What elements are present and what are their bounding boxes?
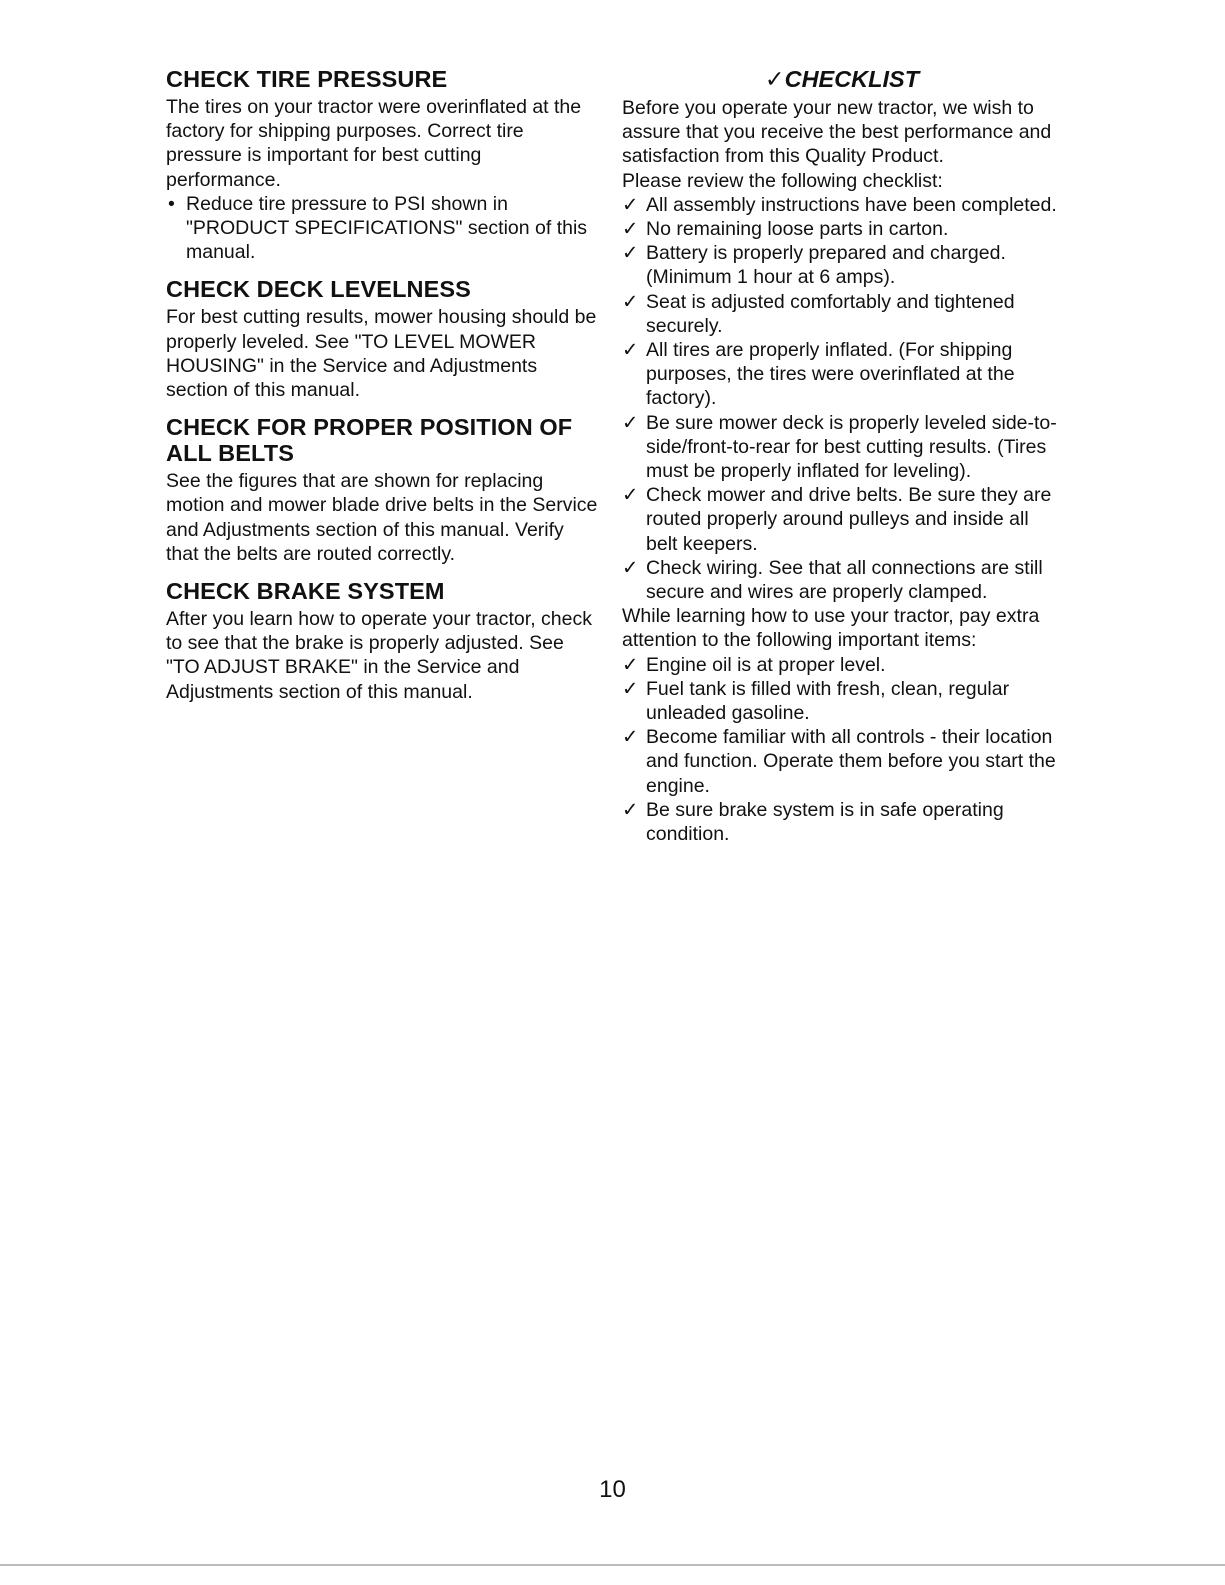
learning-item: ✓ Become familiar with all controls - their location and function. Operate them before you start the engine. <box>622 726 1056 797</box>
section-belts <box>166 414 598 566</box>
learning-item: ✓ Be sure brake system is in safe operating condition. <box>622 798 1004 846</box>
learning-intro: While learning how to use your tractor, pay extra attention to the following important items: <box>622 605 1040 652</box>
heading-brake-system: CHECK BRAKE SYSTEM <box>166 578 445 605</box>
checklist-review-line: Please review the following checklist: <box>622 169 943 192</box>
bottom-rule <box>0 1564 1225 1566</box>
checklist-items <box>622 193 1062 604</box>
checklist-item: ✓ Battery is properly prepared and charged. (Minimum 1 hour at 6 amps). <box>622 242 1006 289</box>
checklist-item: ✓ Be sure mower deck is properly leveled side-to-side/front-to-rear for best cutting results. (Tires must be properly inflated for leveling). <box>622 411 1057 483</box>
heading-tire-pressure: CHECK TIRE PRESSURE <box>166 66 448 92</box>
checklist-item: ✓ Check wiring. See that all connections are still secure and wires are properly clamped. <box>622 556 1043 604</box>
right-column <box>622 66 1062 846</box>
heading-deck-levelness: CHECK DECK LEVELNESS <box>166 276 471 303</box>
check-mark-icon: ✓ <box>622 726 639 749</box>
paragraph-tire-pressure: The tires on your tractor were overinflated at the factory for shipping purposes. Correct tire pressure is important for best cutting performance. <box>166 96 582 191</box>
left-column <box>166 66 598 716</box>
check-mark-icon: ✓ <box>622 677 639 700</box>
checklist-item: ✓ All tires are properly inflated. (For shipping purposes, the tires were overinflated at the factory). <box>622 339 1015 410</box>
check-mark-icon: ✓ <box>622 290 639 313</box>
section-deck-levelness <box>166 276 598 402</box>
checklist-item: ✓ All assembly instructions have been completed. <box>622 193 1057 216</box>
section-tire-pressure <box>166 66 598 264</box>
check-mark-icon: ✓ <box>622 193 639 216</box>
checklist-item: ✓ No remaining loose parts in carton. <box>622 218 949 241</box>
bullet-item: • Reduce tire pressure to PSI shown in "PRODUCT SPECIFICATIONS" section of this manual. <box>168 192 588 264</box>
bullet-icon: • <box>168 192 175 215</box>
bullet-list-tire-pressure <box>166 192 598 265</box>
page-number: 10 <box>599 1476 626 1503</box>
check-mark-icon: ✓ <box>622 484 639 507</box>
paragraph-brake-system: After you learn how to operate your tractor, check to see that the brake is properly adjusted. See "TO ADJUST BRAKE" in the Service and Adjustments section of this manual. <box>166 608 592 703</box>
check-mark-icon: ✓ <box>622 556 639 579</box>
paragraph-deck-levelness: For best cutting results, mower housing should be properly leveled. See "TO LEVEL MOWER HOUSING" in the Service and Adjustments section of this manual. <box>166 306 597 402</box>
check-mark-icon: ✓ <box>622 339 639 362</box>
check-mark-icon: ✓ <box>622 242 639 265</box>
learning-item: ✓ Fuel tank is filled with fresh, clean, regular unleaded gasoline. <box>622 677 1010 725</box>
section-brake-system <box>166 578 598 704</box>
checklist-item: ✓ Check mower and drive belts. Be sure they are routed properly around pulleys and inside all belt keepers. <box>622 484 1052 555</box>
check-mark-icon: ✓ <box>622 653 639 676</box>
learning-item: ✓ Engine oil is at proper level. <box>622 653 886 676</box>
checklist-title: ✓CHECKLIST <box>764 66 920 92</box>
paragraph-belts: See the figures that are shown for replacing motion and mower blade drive belts in the Service and Adjustments section of this manual. Verify that the belts are routed correctly. <box>166 470 598 565</box>
heading-belts: CHECK FOR PROPER POSITION OF ALL BELTS <box>166 414 573 467</box>
check-mark-icon: ✓ <box>622 798 639 821</box>
checklist-intro: Before you operate your new tractor, we wish to assure that you receive the best performance and satisfaction from this Quality Product. <box>622 97 1052 168</box>
check-mark-icon: ✓ <box>622 411 639 434</box>
check-mark-icon: ✓ <box>622 218 639 241</box>
checklist-item: ✓ Seat is adjusted comfortably and tightened securely. <box>622 290 1015 337</box>
learning-items <box>622 653 1062 847</box>
